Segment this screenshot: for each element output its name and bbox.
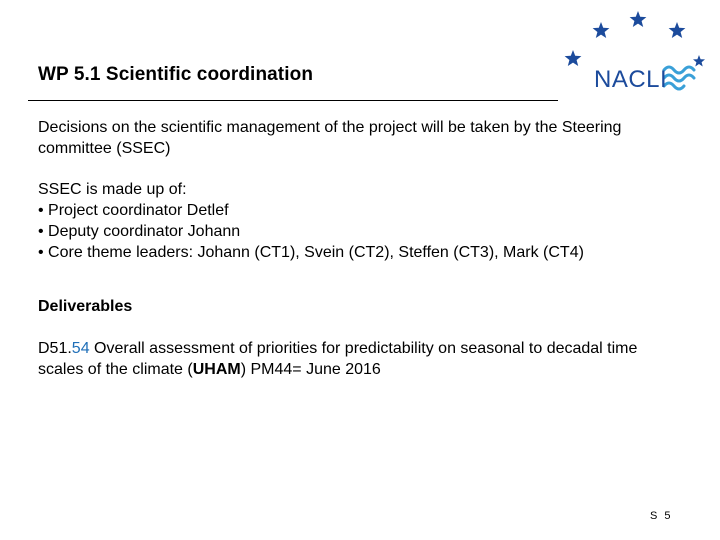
- deliverable-due: ) PM44= June 2016: [240, 361, 381, 378]
- deliverable-description: Overall assessment of priorities for predictability on seasonal to decadal time scales of the climate (: [38, 340, 638, 378]
- member-item: • Project coordinator Detlef: [38, 202, 229, 219]
- logo-waves-icon: [664, 67, 694, 89]
- ssec-members-block: [38, 179, 678, 263]
- logo-text: NACLI: [594, 66, 668, 93]
- deliverable-code-prefix: D51.: [38, 340, 72, 357]
- deliverable-item: [38, 338, 678, 380]
- ssec-intro: SSEC is made up of:: [38, 181, 187, 198]
- deliverables-heading: Deliverables: [38, 298, 133, 315]
- slide-body: [38, 117, 678, 380]
- member-item: • Core theme leaders: Johann (CT1), Svein (CT2), Steffen (CT3), Mark (CT4): [38, 244, 584, 261]
- member-item: • Deputy coordinator Johann: [38, 223, 241, 240]
- logo-stars-icon: [565, 11, 705, 67]
- deliverable-code-suffix: 54: [71, 340, 90, 357]
- title-underline: [28, 100, 558, 101]
- slide-title: WP 5.1 Scientific coordination: [38, 64, 314, 85]
- nacli-logo: [556, 8, 706, 98]
- intro-paragraph: Decisions on the scientific management of the project will be taken by the Steering committee (SSEC): [38, 119, 622, 157]
- deliverable-lead: UHAM: [192, 361, 241, 378]
- page-number: S 5: [650, 510, 673, 522]
